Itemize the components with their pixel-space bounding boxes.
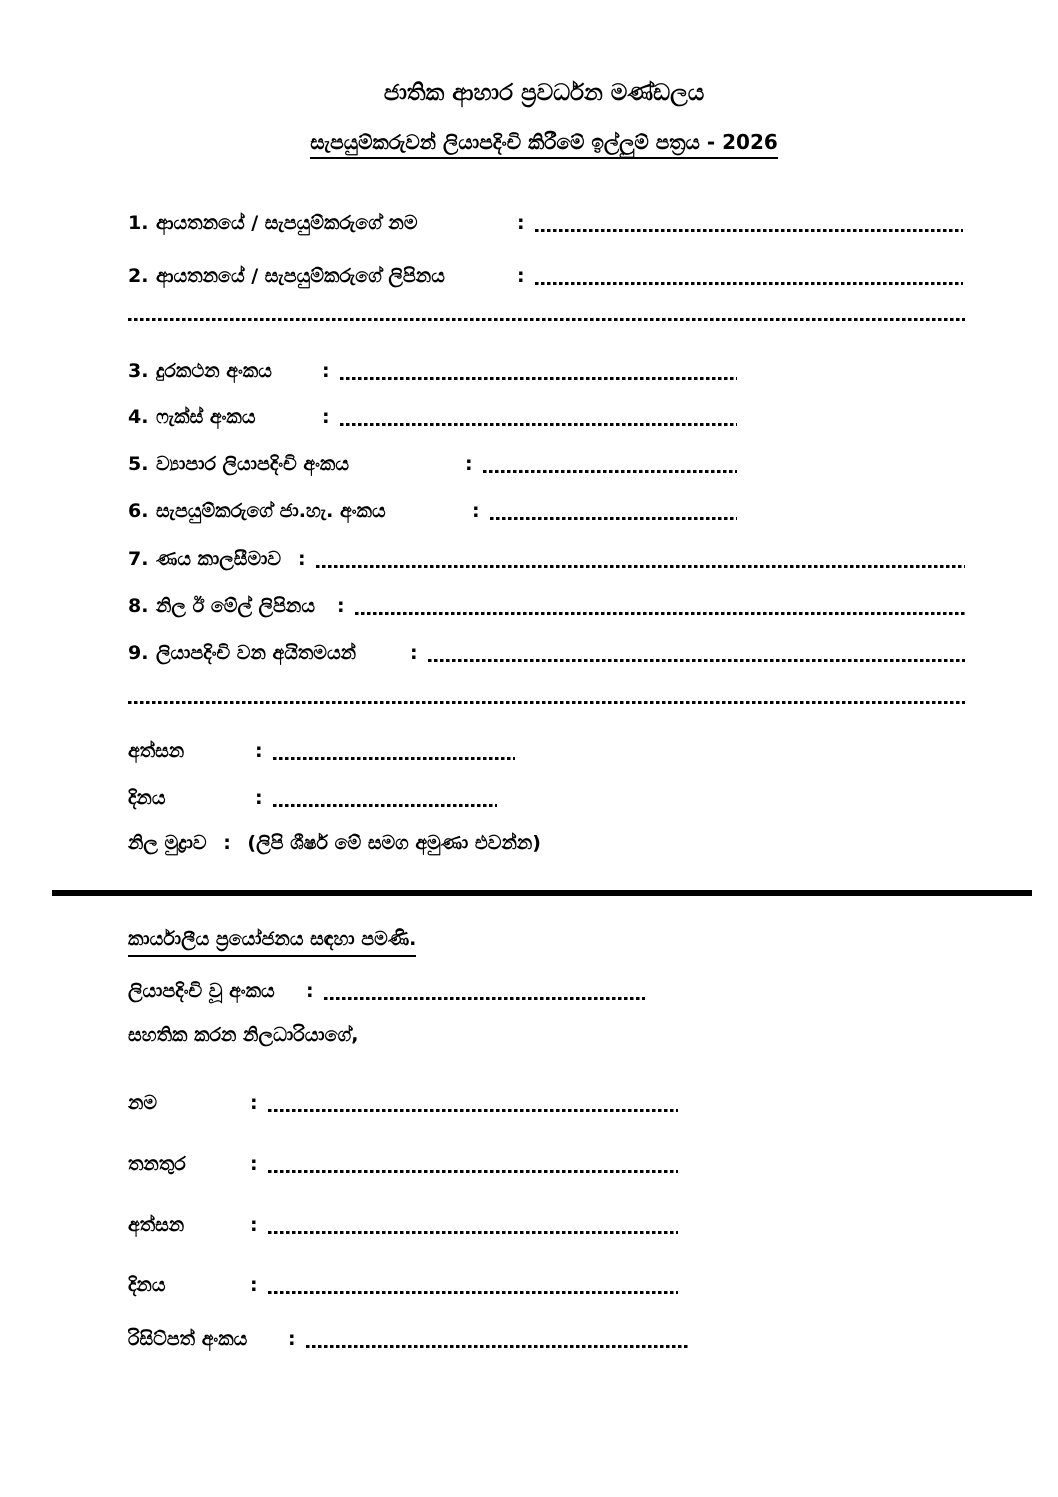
field-row-registered-number — [128, 976, 645, 1004]
field-row-officer-designation — [128, 1149, 678, 1177]
colon: : — [250, 1214, 258, 1236]
seal-line — [128, 830, 541, 856]
office-use-heading-text: කාර්යාලීය ප්‍රයෝජනය සඳහා පමණි. — [128, 926, 416, 957]
certifying-officer-label: සහතික කරන නිලධාරියාගේ, — [128, 1024, 359, 1046]
field-number: 6. — [128, 500, 149, 522]
colon: : — [250, 1092, 258, 1114]
colon: : — [410, 642, 418, 664]
dotted-blank — [340, 377, 737, 380]
dotted-blank — [306, 1345, 690, 1348]
dotted-blank — [490, 517, 737, 520]
colon: : — [298, 548, 306, 570]
field-label: ණය කාලසීමාව — [156, 548, 282, 570]
field-row-institution-address — [128, 261, 963, 289]
field-row-receipt-number — [128, 1324, 690, 1352]
colon: : — [255, 740, 263, 762]
colon: : — [472, 500, 480, 522]
colon: : — [306, 980, 314, 1002]
page-title: ජාතික ආහාර ප්‍රවර්ධන මණ්ඩලය — [383, 80, 705, 106]
field-row-fax — [128, 402, 737, 430]
colon: : — [465, 453, 473, 475]
field-label: තනතුර — [128, 1153, 186, 1175]
dotted-blank — [355, 612, 965, 615]
dotted-blank — [316, 565, 965, 568]
colon: : — [250, 1153, 258, 1175]
dotted-blank — [324, 997, 645, 1000]
field-number: 9. — [128, 642, 149, 664]
field-label: නිල ඊ මේල් ලිපිනය — [156, 595, 316, 617]
field-label: අත්සන — [128, 1214, 185, 1236]
field-row-credit-period — [128, 544, 965, 572]
field-row-officer-name — [128, 1088, 678, 1116]
field-number: 8. — [128, 595, 149, 617]
colon: : — [322, 360, 330, 382]
field-label: ලියාපදිංචි වූ අංකය — [128, 980, 275, 1002]
dotted-blank-line — [128, 701, 965, 704]
field-label: දිනය — [128, 1274, 166, 1296]
field-number: 3. — [128, 360, 149, 382]
office-use-heading — [128, 926, 416, 957]
page-subtitle — [0, 130, 1058, 159]
field-row-registered-items — [128, 638, 965, 666]
field-number: 1. — [128, 212, 149, 234]
field-row-institution-name — [128, 208, 963, 236]
dotted-blank — [268, 1170, 678, 1173]
colon: : — [322, 406, 330, 428]
field-label: ව්‍යාපාර ලියාපදිංචි අංකය — [156, 453, 349, 475]
dotted-blank — [483, 470, 737, 473]
field-label: දිනය — [128, 787, 166, 809]
field-number: 2. — [128, 265, 149, 287]
field-label: අත්සන — [128, 740, 185, 762]
field-number: 4. — [128, 406, 149, 428]
dotted-blank — [273, 757, 515, 760]
dotted-blank — [535, 229, 963, 232]
dotted-blank — [273, 804, 497, 807]
dotted-blank-line — [128, 318, 965, 321]
section-divider — [52, 890, 1032, 896]
field-label: දුරකථන අංකය — [156, 360, 272, 382]
dotted-blank — [340, 423, 737, 426]
field-row-officer-signature — [128, 1210, 678, 1238]
field-row-date — [128, 783, 497, 811]
field-number: 7. — [128, 548, 149, 570]
field-label: නම — [128, 1092, 158, 1114]
colon: : — [223, 832, 231, 854]
dotted-blank — [535, 282, 963, 285]
colon: : — [517, 265, 525, 287]
colon: : — [255, 787, 263, 809]
colon: : — [288, 1328, 296, 1350]
colon: : — [517, 212, 525, 234]
dotted-blank — [268, 1231, 678, 1234]
field-label: ෆැක්ස් අංකය — [156, 406, 256, 428]
field-label: සැපයුම්කරුගේ ජා.හැ. අංකය — [156, 500, 386, 522]
dotted-blank — [428, 659, 965, 662]
field-row-supplier-nic — [128, 496, 737, 524]
field-label: රිසිට්පත් අංකය — [128, 1328, 248, 1350]
field-row-officer-date — [128, 1270, 678, 1298]
colon: : — [250, 1274, 258, 1296]
field-label: ආයතනයේ / සැපයුම්කරුගේ නම — [156, 212, 418, 234]
page-subtitle-text: සැපයුම්කරුවන් ලියාපදිංචි කිරීමේ ඉල්ලුම් පත්‍රය - 2026 — [310, 130, 778, 159]
field-row-telephone — [128, 356, 737, 384]
field-row-official-email — [128, 591, 965, 619]
field-row-signature — [128, 736, 515, 764]
field-label: ආයතනයේ / සැපයුම්කරුගේ ලිපිනය — [156, 265, 445, 287]
dotted-blank — [268, 1291, 678, 1294]
seal-note: (ලිපි ශීර්ෂ මේ සමග අමුණා එවන්න) — [247, 832, 541, 854]
field-number: 5. — [128, 453, 149, 475]
field-label: ලියාපදිංචි වන අයිතමයන් — [156, 642, 357, 664]
field-row-business-reg-no — [128, 449, 737, 477]
seal-label: නිල මුද්‍රාව — [128, 832, 207, 854]
dotted-blank — [268, 1109, 678, 1112]
colon: : — [337, 595, 345, 617]
